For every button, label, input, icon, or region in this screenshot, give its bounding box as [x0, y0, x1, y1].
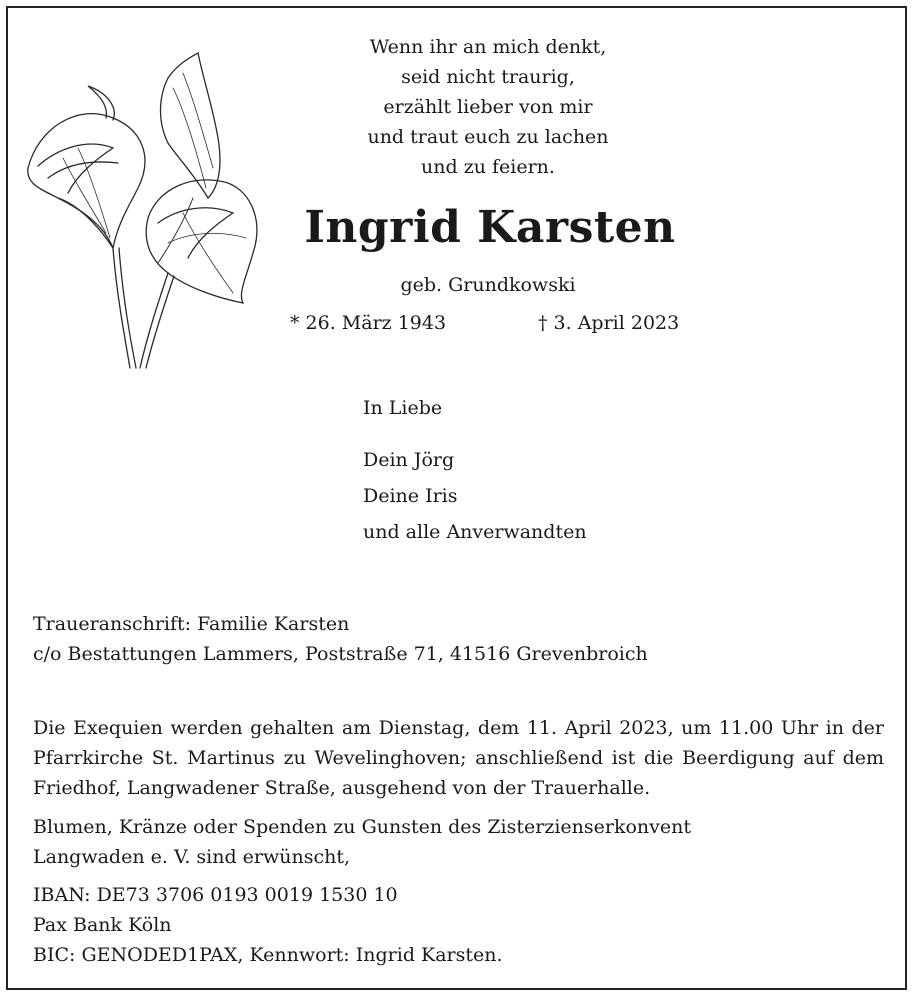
- death-date: † 3. April 2023: [538, 312, 680, 334]
- mourning-address: [33, 609, 648, 669]
- deceased-name: Ingrid Karsten: [304, 202, 676, 253]
- mourners-block: [363, 390, 587, 550]
- bic-reference: BIC: GENODED1PAX, Kennwort: Ingrid Karsten.: [33, 944, 503, 966]
- address-line: c/o Bestattungen Lammers, Poststraße 71, 41516 Grevenbroich: [33, 643, 648, 665]
- poem-line: erzählt lieber von mir: [383, 96, 593, 118]
- mourners-intro: In Liebe: [363, 397, 443, 419]
- service-info: Die Exequien werden gehalten am Dienstag, dem 11. April 2023, um 11.00 Uhr in der Pfarrkirche St. Martinus zu Wevelinghoven; anschließend ist die Beerdigung auf dem Friedhof, Langwadener Straße, ausgehend von der Trauerhalle.: [33, 717, 884, 799]
- birth-date: * 26. März 1943: [290, 312, 447, 334]
- poem-line: Wenn ihr an mich denkt,: [369, 36, 607, 58]
- mourner-name: Dein Jörg: [363, 449, 455, 471]
- address-line: Traueranschrift: Familie Karsten: [33, 613, 350, 635]
- mourner-name: Deine Iris: [363, 485, 458, 507]
- poem-line: und traut euch zu lachen: [367, 126, 609, 148]
- bank-details: [33, 880, 503, 970]
- poem-line: und zu feiern.: [421, 156, 555, 178]
- maiden-name: geb. Grundkowski: [400, 274, 576, 296]
- mourner-name: und alle Anverwandten: [363, 521, 587, 543]
- iban: IBAN: DE73 3706 0193 0019 1530 10: [33, 884, 398, 906]
- donation-line: Blumen, Kränze oder Spenden zu Gunsten des Zisterzienserkonvent: [33, 816, 692, 838]
- bank-name: Pax Bank Köln: [33, 914, 172, 936]
- poem-line: seid nicht traurig,: [401, 66, 575, 88]
- poem: [268, 32, 708, 182]
- donation-line: Langwaden e. V. sind erwünscht,: [33, 846, 351, 868]
- donation-note: [33, 812, 691, 872]
